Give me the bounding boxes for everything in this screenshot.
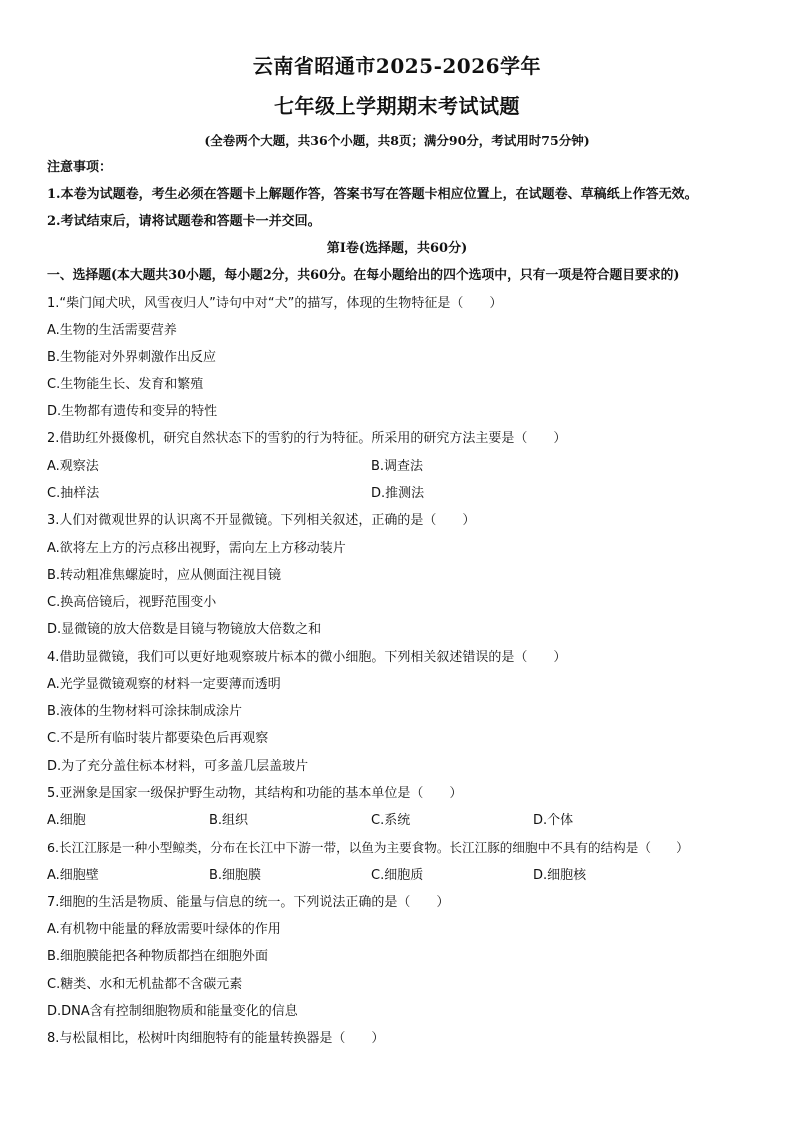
option-c: C.细胞质 — [371, 868, 424, 883]
part-title: 第Ⅰ卷(选择题，共60分) — [326, 241, 468, 256]
question-stem: 2.借助红外摄像机，研究自然状态下的雪豹的行为特征。所采用的研究方法主要是（ ） — [47, 431, 567, 446]
option-a: A.细胞 — [47, 813, 86, 828]
section-instruction: 一、选择题(本大题共30小题，每小题2分，共60分。在每小题给出的四个选项中，只有一项是符合题目要求的) — [47, 268, 680, 283]
question-stem: 5.亚洲象是国家一级保护野生动物，其结构和功能的基本单位是（ ） — [47, 786, 463, 801]
option-c: C.系统 — [371, 813, 411, 828]
option-d: D.显微镜的放大倍数是目镜与物镜放大倍数之和 — [47, 622, 322, 637]
option-a: A.细胞壁 — [47, 868, 99, 883]
exam-title: 云南省昭通市2025-2026学年 — [252, 54, 542, 78]
option-d: D.为了充分盖住标本材料，可多盖几层盖玻片 — [47, 759, 309, 774]
option-b: B.组织 — [209, 813, 249, 828]
exam-subtitle-grade: 七年级上学期期末考试试题 — [274, 94, 520, 118]
option-b: B.转动粗准焦螺旋时，应从侧面注视目镜 — [47, 568, 282, 583]
option-a: A.观察法 — [47, 459, 99, 474]
option-c: C.生物能生长、发育和繁殖 — [47, 377, 204, 392]
option-c: C.抽样法 — [47, 486, 100, 501]
option-c: C.换高倍镜后，视野范围变小 — [47, 595, 217, 610]
question-stem: 8.与松鼠相比，松树叶肉细胞特有的能量转换器是（ ） — [47, 1031, 385, 1046]
option-b: B.液体的生物材料可涂抹制成涂片 — [47, 704, 243, 719]
option-a: A.有机物中能量的释放需要叶绿体的作用 — [47, 922, 281, 937]
option-a: A.光学显微镜观察的材料一定要薄而透明 — [47, 677, 281, 692]
option-d: D.生物都有遗传和变异的特性 — [47, 404, 218, 419]
question-stem: 4.借助显微镜，我们可以更好地观察玻片标本的微小细胞。下列相关叙述错误的是（ ） — [47, 650, 567, 665]
option-c: C.糖类、水和无机盐都不含碳元素 — [47, 977, 243, 992]
notes-heading: 注意事项： — [47, 160, 113, 175]
option-d: D.个体 — [533, 813, 574, 828]
option-a: A.生物的生活需要营养 — [47, 323, 177, 338]
option-c: C.不是所有临时装片都要染色后再观察 — [47, 731, 269, 746]
question-stem: 7.细胞的生活是物质、能量与信息的统一。下列说法正确的是（ ） — [47, 895, 450, 910]
option-a: A.欲将左上方的污点移出视野，需向左上方移动装片 — [47, 541, 346, 556]
option-b: B.生物能对外界刺激作出反应 — [47, 350, 217, 365]
option-b: B.调查法 — [371, 459, 424, 474]
option-d: D.细胞核 — [533, 868, 587, 883]
notes-item-2: 2.考试结束后，请将试题卷和答题卡一并交回。 — [47, 214, 321, 229]
option-b: B.细胞膜能把各种物质都挡在细胞外面 — [47, 949, 269, 964]
option-d: D.DNA含有控制细胞物质和能量变化的信息 — [47, 1004, 298, 1019]
option-b: B.细胞膜 — [209, 868, 262, 883]
question-stem: 6.长江江豚是一种小型鲸类，分布在长江中下游一带，以鱼为主要食物。长江江豚的细胞中不具有的结构是（ ） — [47, 840, 689, 855]
option-d: D.推测法 — [371, 486, 425, 501]
question-stem: 1.“柴门闻犬吠，风雪夜归人”诗句中对“犬”的描写，体现的生物特征是（ ） — [47, 296, 503, 311]
exam-info: (全卷两个大题，共36个小题，共8页；满分90分，考试用时75分钟) — [204, 133, 590, 148]
question-stem: 3.人们对微观世界的认识离不开显微镜。下列相关叙述，正确的是（ ） — [47, 513, 476, 528]
notes-item-1: 1.本卷为试题卷，考生必须在答题卡上解题作答，答案书写在答题卡相应位置上，在试题卷、草稿纸上作答无效。 — [47, 187, 698, 202]
